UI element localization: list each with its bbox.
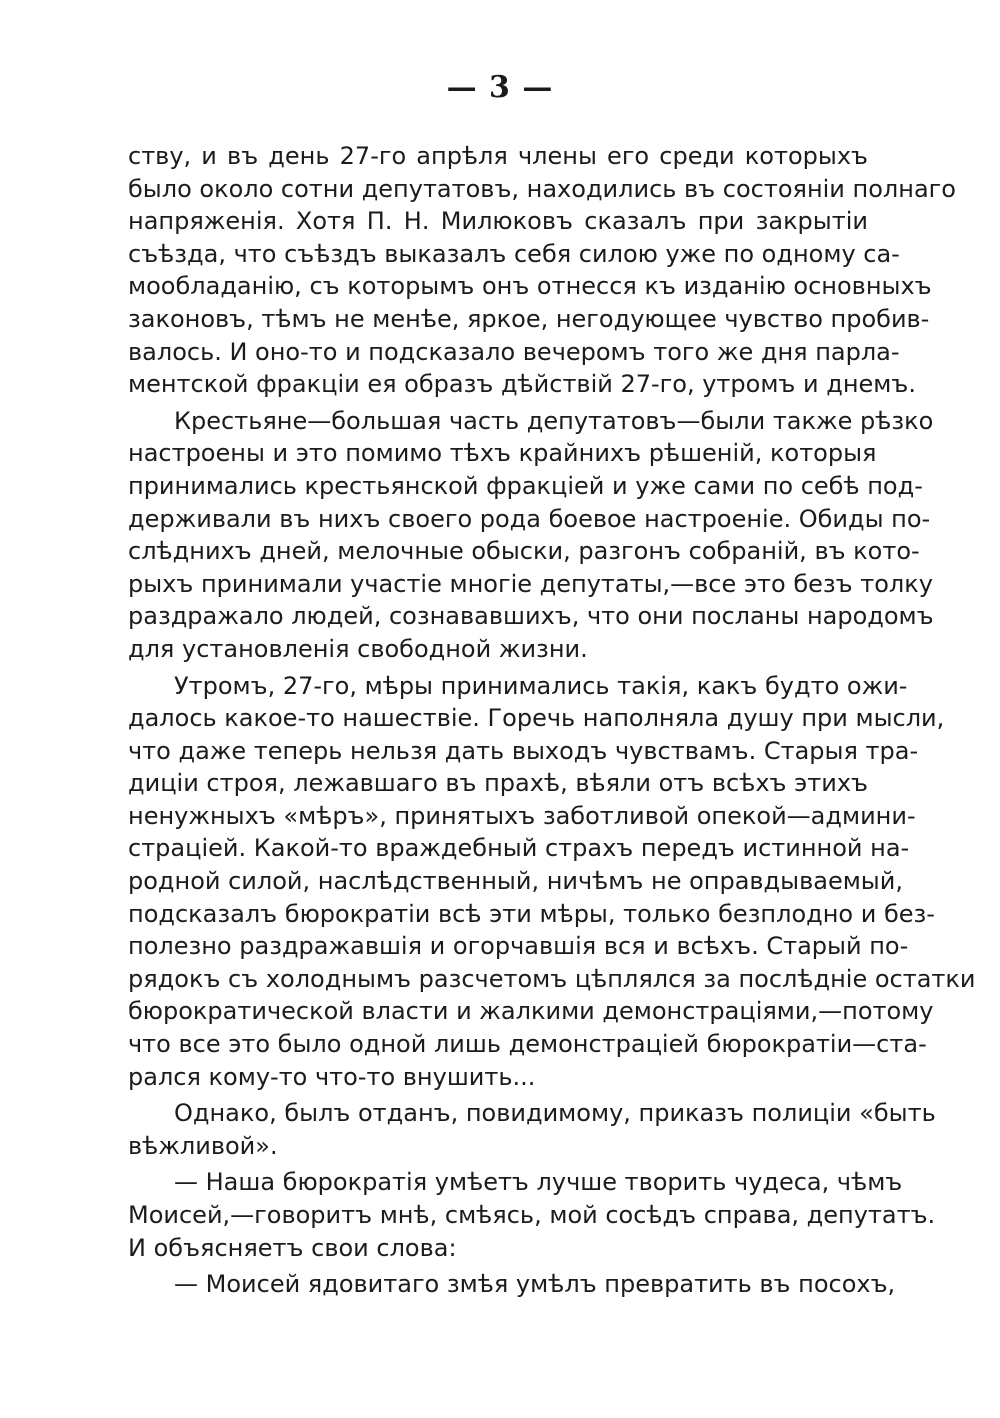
- paragraph: [128, 1166, 936, 1264]
- text-line: рядокъ съ холоднымъ разсчетомъ цѣплялся за послѣдніе остатки: [128, 964, 976, 993]
- paragraph: [128, 140, 956, 401]
- text-line: мообладанію, съ которымъ онъ отнесся къ изданію основныхъ: [128, 272, 932, 301]
- text-line: Крестьяне—большая часть депутатовъ—были также рѣзко: [174, 406, 934, 435]
- text-line: принимались крестьянской фракціей и уже сами по себѣ под-: [128, 471, 923, 500]
- paragraph: [128, 670, 976, 1094]
- text-line: Утромъ, 27-го, мѣры принимались такія, какъ будто ожи-: [174, 671, 908, 700]
- text-line: вѣжливой».: [128, 1131, 278, 1160]
- text-line: полезно раздражавшія и огорчавшія вся и всѣхъ. Старый по-: [128, 932, 909, 961]
- body-text: [128, 140, 976, 1301]
- text-line: рался кому-то что-то внушить...: [128, 1062, 536, 1091]
- text-line: настроены и это помимо тѣхъ крайнихъ рѣшеній, которыя: [128, 439, 877, 468]
- text-line: держивали въ нихъ своего рода боевое настроеніе. Обиды по-: [128, 504, 931, 533]
- text-line: рыхъ принимали участіе многіе депутаты,—все это безъ толку: [128, 569, 933, 598]
- text-line: страціей. Какой-то враждебный страхъ передъ истинной на-: [128, 834, 910, 863]
- page-number: — 3 —: [446, 70, 554, 105]
- text-line: — Наша бюрократія умѣетъ лучше творить чудеса, чѣмъ: [174, 1168, 903, 1197]
- text-line: ству, и въ день 27-го апрѣля члены его среди которыхъ: [128, 142, 868, 170]
- text-line: диціи строя, лежавшаго въ прахѣ, вѣяли отъ всѣхъ этихъ: [128, 769, 869, 798]
- text-line: бюрократической власти и жалкими демонстраціями,—потому: [128, 997, 934, 1026]
- text-line: валось. И оно-то и подсказало вечеромъ того же дня парла-: [128, 337, 900, 366]
- paragraph: [128, 1268, 896, 1301]
- text-line: далось какое-то нашествіе. Горечь наполняла душу при мысли,: [128, 704, 945, 733]
- text-line: — Моисей ядовитаго змѣя умѣлъ превратить въ посохъ,: [174, 1270, 896, 1299]
- text-line: ментской фракціи ея образъ дѣйствій 27-го, утромъ и днемъ.: [128, 370, 916, 399]
- text-line: Моисей,—говоритъ мнѣ, смѣясь, мой сосѣдъ справа, депутатъ.: [128, 1201, 936, 1229]
- text-line: что даже теперь нельзя дать выходъ чувствамъ. Старыя тра-: [128, 736, 919, 765]
- text-line: напряженія. Хотя П. Н. Милюковъ сказалъ при закрытіи: [128, 207, 868, 236]
- text-line: слѣднихъ дней, мелочные обыски, разгонъ собраній, въ кото-: [128, 537, 920, 566]
- text-line: родной силой, наслѣдственный, ничѣмъ не оправдываемый,: [128, 867, 903, 896]
- text-line: раздражало людей, сознававшихъ, что они посланы народомъ: [128, 602, 934, 631]
- text-line: что все это было одной лишь демонстраціей бюрократіи—ста-: [128, 1030, 927, 1059]
- text-line: съѣзда, что съѣздъ выказалъ себя силою уже по одному са-: [128, 239, 900, 268]
- text-line: для установленія свободной жизни.: [128, 634, 588, 663]
- text-line: ненужныхъ «мѣръ», принятыхъ заботливой опекой—админи-: [128, 801, 916, 830]
- text-line: законовъ, тѣмъ не менѣе, яркое, негодующее чувство пробив-: [128, 304, 930, 333]
- text-line: И объясняетъ свои слова:: [128, 1233, 457, 1262]
- text-line: Однако, былъ отданъ, повидимому, приказъ полиціи «быть: [174, 1099, 936, 1128]
- paragraph: [128, 405, 934, 666]
- text-line: подсказалъ бюрократіи всѣ эти мѣры, только безплодно и без-: [128, 899, 935, 928]
- text-line: было около сотни депутатовъ, находились въ состояніи полнаго: [128, 174, 956, 203]
- paragraph: [128, 1097, 936, 1162]
